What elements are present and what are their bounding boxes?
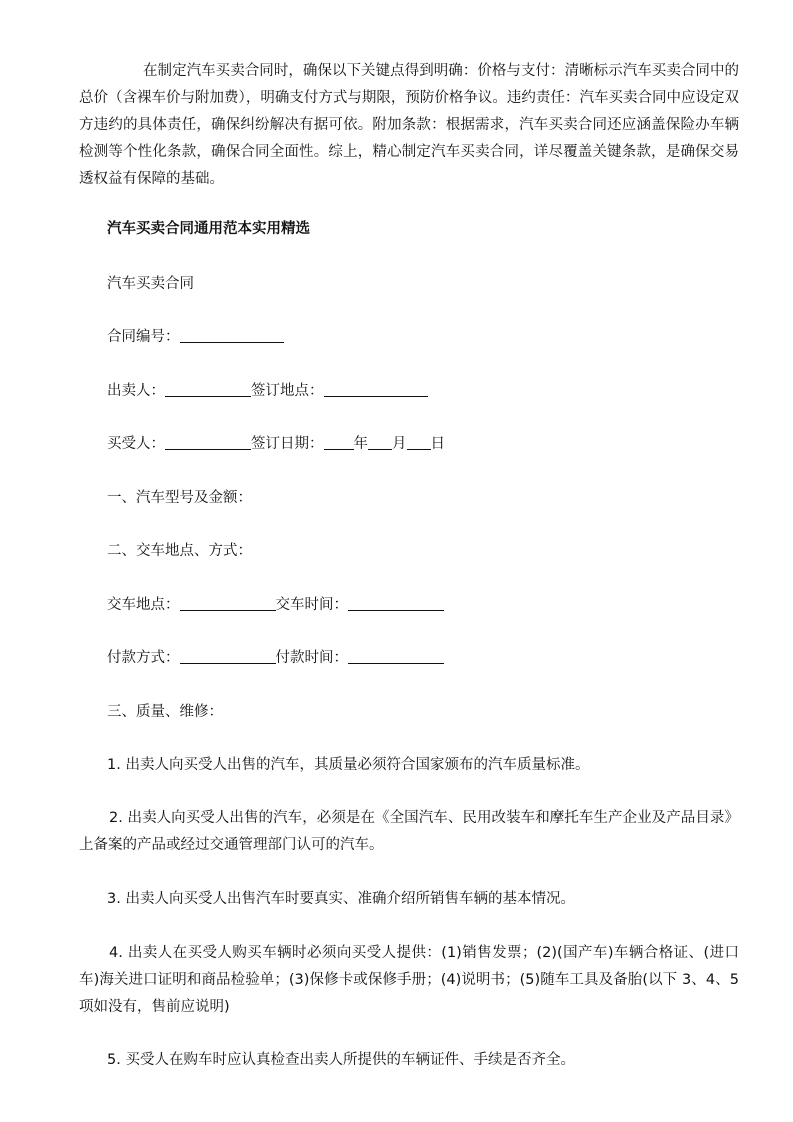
month-blank [368, 433, 392, 450]
buyer-blank [165, 433, 251, 450]
contract-number-blank [180, 326, 284, 343]
payment-method-blank [180, 647, 276, 664]
delivery-time-label: 交车时间： [275, 597, 348, 613]
day-blank [407, 433, 431, 450]
clause-5: 5. 买受人在购车时应认真检查出卖人所提供的车辆证件、手续是否齐全。 [107, 1052, 575, 1068]
year-label: 年 [353, 436, 368, 452]
buyer-label: 买受人： [107, 436, 165, 452]
month-label: 月 [392, 436, 407, 452]
clause-2: 2. 出卖人向买受人出售的汽车，必须是在《全国汽车、民用改装车和摩托车生产企业及产品目录》上备案的产品或经过交通管理部门认可的汽车。 [79, 810, 739, 853]
payment-line [107, 645, 444, 672]
delivery-place-blank [180, 594, 276, 611]
year-blank [324, 433, 354, 450]
seller-blank [165, 380, 251, 397]
contract-number-line [107, 324, 284, 351]
intro-paragraph: 在制定汽车买卖合同时，确保以下关键点得到明确：价格与支付：清晰标示汽车买卖合同中的总价（含裸车价与附加费），明确支付方式与期限，预防价格争议。违约责任：汽车买卖合同中应设定双方违约的具体责任，确保纠纷解决有据可依。附加条款：根据需求，汽车买卖合同还应涵盖保险办车辆检测等个性化条款，确保合同全面性。综上，精心制定汽车买卖合同，详尽覆盖关键条款，是确保交易透权益有保障的基础。 [79, 63, 739, 187]
payment-time-blank [348, 647, 444, 664]
sign-date-label: 签订日期： [251, 436, 324, 452]
section-2: 二、交车地点、方式： [107, 543, 252, 559]
contract-title: 汽车买卖合同 [107, 276, 194, 292]
clause-1: 1. 出卖人向买受人出售的汽车，其质量必须符合国家颁布的汽车质量标准。 [107, 757, 590, 773]
sign-place-label: 签订地点： [251, 383, 324, 399]
clause-3: 3. 出卖人向买受人出售汽车时要真实、准确介绍所销售车辆的基本情况。 [107, 891, 575, 907]
seller-line [107, 378, 428, 405]
sign-place-blank [324, 380, 428, 397]
section-heading: 汽车买卖合同通用范本实用精选 [107, 221, 310, 237]
day-label: 日 [430, 436, 445, 452]
delivery-place-label: 交车地点： [107, 597, 180, 613]
section-3: 三、质量、维修： [107, 704, 223, 720]
buyer-line [107, 431, 445, 458]
seller-label: 出卖人： [107, 383, 165, 399]
section-1: 一、汽车型号及金额： [107, 490, 252, 506]
delivery-line [107, 592, 444, 619]
delivery-time-blank [348, 594, 444, 611]
payment-time-label: 付款时间： [275, 650, 348, 666]
payment-method-label: 付款方式： [107, 650, 180, 666]
contract-number-label: 合同编号： [107, 329, 180, 345]
clause-4: 4. 出卖人在买受人购买车辆时必须向买受人提供：(1)销售发票；(2)(国产车)车辆合格证、(进口车)海关进口证明和商品检验单；(3)保修卡或保修手册；(4)说明书；(5)随车工具及备胎(以下 3、4、5 项如没有，售前应说明) [79, 945, 739, 1015]
